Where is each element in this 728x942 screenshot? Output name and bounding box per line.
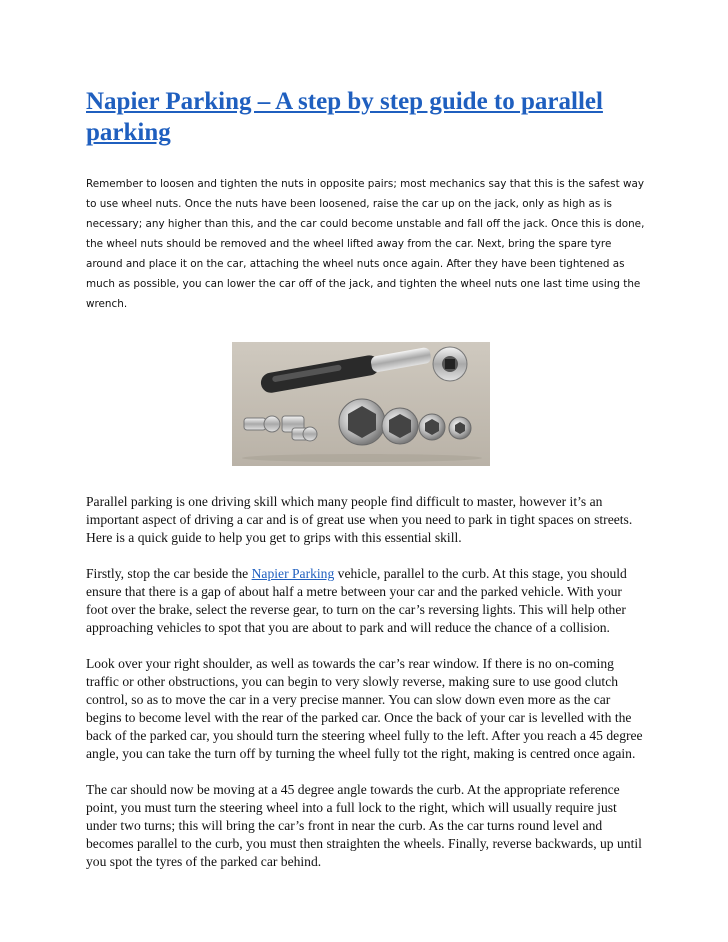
paragraph-step-three: The car should now be moving at a 45 degree angle towards the curb. At the appropriate reference point, you must turn the steering wheel into a full lock to the right, which will usually require just under two turns; this will bring the car’s front in near the curb. As the car turns round level and becomes parallel to the curb, you must then straighten the wheels. Finally, reverse backwards, up until you spot the tyres of the parked car behind.	[86, 782, 642, 869]
paragraph-step-two: Look over your right shoulder, as well as towards the car’s rear window. If there is no on-coming traffic or other obstructions, you can begin to very slowly reverse, making sure to use good clutch control, so as to move the car in a very precise manner. You can slow down even more as the car begins to become level with the rear of the parked car. Once the back of your car is levelled with the back of the parked car, you should turn the steering wheel fully to the left. After you reach a 45 degree angle, you can take the turn off by turning the wheel fully tot the right, making is centred once again.	[86, 656, 643, 761]
paragraph-step-one-start: Firstly, stop the car beside the	[86, 566, 252, 581]
ratchet-sockets-photo	[232, 342, 490, 466]
ratchet-head	[433, 347, 467, 381]
document-page	[86, 86, 646, 871]
paragraph-step-one-end: vehicle, parallel to the curb. At this stage, you should ensure that there is a gap of about half a metre between your car and the parked vehicle. With your foot over the brake, select the reverse gear, to turn on the car’s reversing lights. This will help other approaching vehicles to spot that you are about to park and will reduce the chance of a collision.	[86, 566, 627, 635]
paragraph-intro-parking: Parallel parking is one driving skill which many people find difficult to master, however it’s an important aspect of driving a car and is of great use when you need to park in tight spaces on streets. Here is a quick guide to help you get to grips with this essential skill.	[86, 494, 633, 545]
ratchet-wrench-image	[232, 342, 490, 466]
article-title[interactable]: Napier Parking – A step by step guide to parallel parking	[86, 88, 603, 146]
intro-paragraph: Remember to loosen and tighten the nuts in opposite pairs; most mechanics say that this is the safest way to use wheel nuts. Once the nuts have been loosened, raise the car up on the jack, only as high as is necessary; any higher than this, and the car could become unstable and fall off the jack. Once this is done, the wheel nuts should be removed and the wheel lifted away from the car. Next, bring the spare tyre around and place it on the car, attaching the wheel nuts once again. After they have been tightened as much as possible, you can lower the car off of the jack, and tighten the wheel nuts one last time using the wrench.	[86, 178, 645, 310]
napier-parking-link[interactable]: Napier Parking	[251, 566, 335, 581]
paragraph-step-one	[86, 565, 646, 637]
